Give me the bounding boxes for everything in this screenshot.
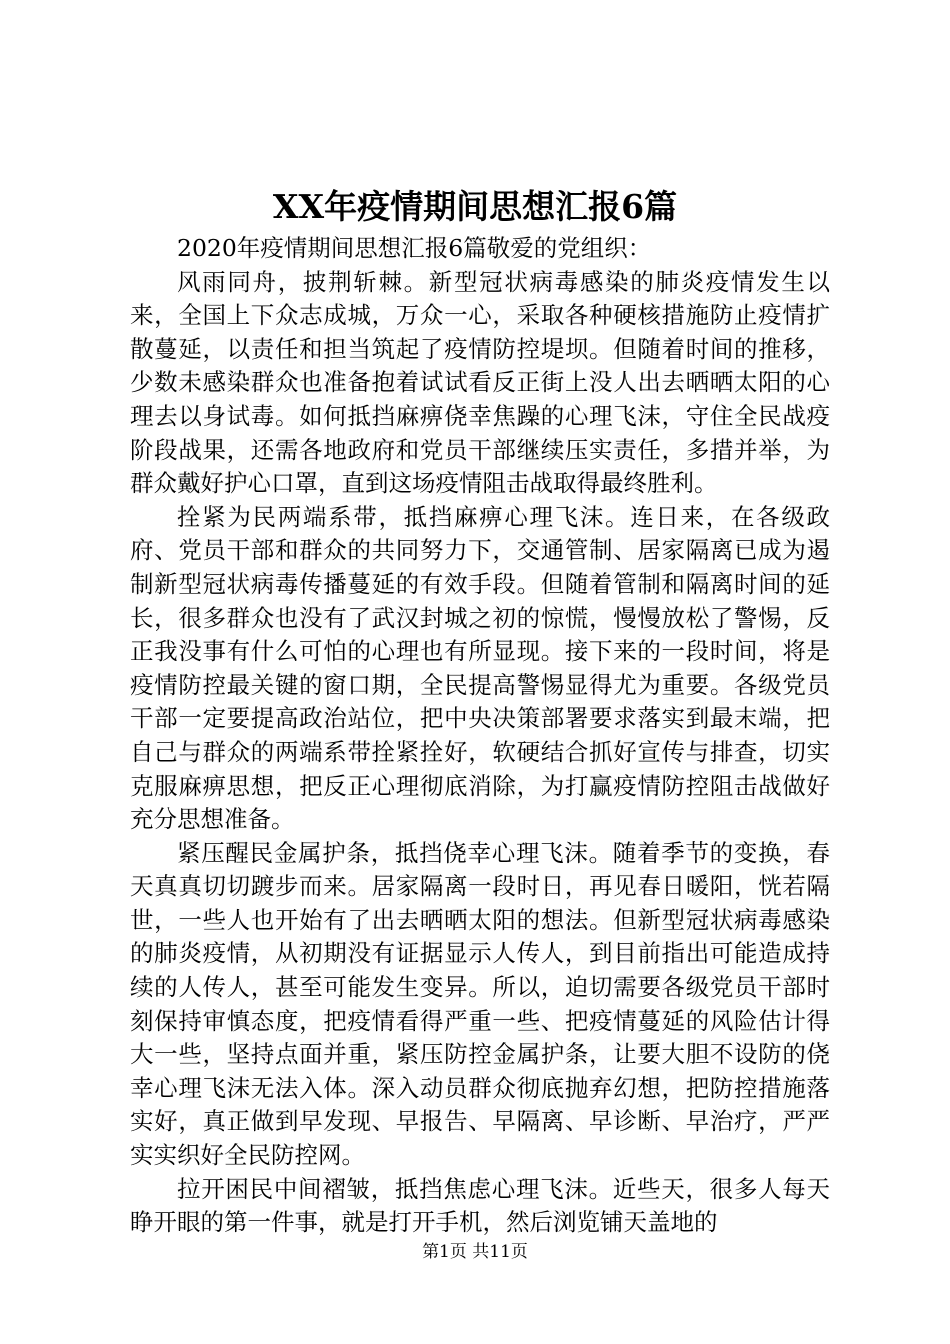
page-number-footer: 第1页 共11页 [422, 1242, 528, 1262]
paragraph-1: 风雨同舟，披荆斩棘。新型冠状病毒感染的肺炎疫情发生以来，全国上下众志成城，万众一心，采取各种硬核措施防止疫情扩散蔓延，以责任和担当筑起了疫情防控堤坝。但随着时间的推移，少数未感染群众也准备抱着试试看反正街上没人出去晒晒太阳的心理去以身试毒。如何抵挡麻痹侥幸焦躁的心理飞沫，守住全民战疫阶段战果，还需各地政府和党员干部继续压实责任，多措并举，为群众戴好护心口罩，直到这场疫情阻击战取得最终胜利。 [130, 267, 830, 498]
document-body [130, 232, 830, 1240]
document-title: XX年疫情期间思想汇报6篇 [272, 187, 678, 226]
paragraph-opening: 2020年疫情期间思想汇报6篇敬爱的党组织： [177, 234, 652, 262]
paragraph-3: 紧压醒民金属护条，抵挡侥幸心理飞沫。随着季节的变换，春天真真切切踱步而来。居家隔离一段时日，再见春日暖阳，恍若隔世，一些人也开始有了出去晒晒太阳的想法。但新型冠状病毒感染的肺炎疫情，从初期没有证据显示人传人，到目前指出可能造成持续的人传人，甚至可能发生变异。所以，迫切需要各级党员干部时刻保持审慎态度，把疫情看得严重一些、把疫情蔓延的风险估计得大一些，坚持点面并重，紧压防控金属护条，让要大胆不设防的侥幸心理飞沫无法入体。深入动员群众彻底抛弃幻想，把防控措施落实好，真正做到早发现、早报告、早隔离、早诊断、早治疗，严严实实织好全民防控网。 [130, 838, 830, 1170]
paragraph-2: 拴紧为民两端系带，抵挡麻痹心理飞沫。连日来，在各级政府、党员干部和群众的共同努力下，交通管制、居家隔离已成为遏制新型冠状病毒传播蔓延的有效手段。但随着管制和隔离时间的延长，很多群众也没有了武汉封城之初的惊慌，慢慢放松了警惕，反正我没事有什么可怕的心理也有所显现。接下来的一段时间，将是疫情防控最关键的窗口期，全民提高警惕显得尤为重要。各级党员干部一定要提高政治站位，把中央决策部署要求落实到最末端，把自己与群众的两端系带拴紧拴好，软硬结合抓好宣传与排查，切实克服麻痹思想，把反正心理彻底消除，为打赢疫情防控阻击战做好充分思想准备。 [130, 502, 830, 834]
paragraph-4: 拉开困民中间褶皱，抵挡焦虑心理飞沫。近些天，很多人每天睁开眼的第一件事，就是打开手机，然后浏览铺天盖地的 [130, 1174, 830, 1237]
